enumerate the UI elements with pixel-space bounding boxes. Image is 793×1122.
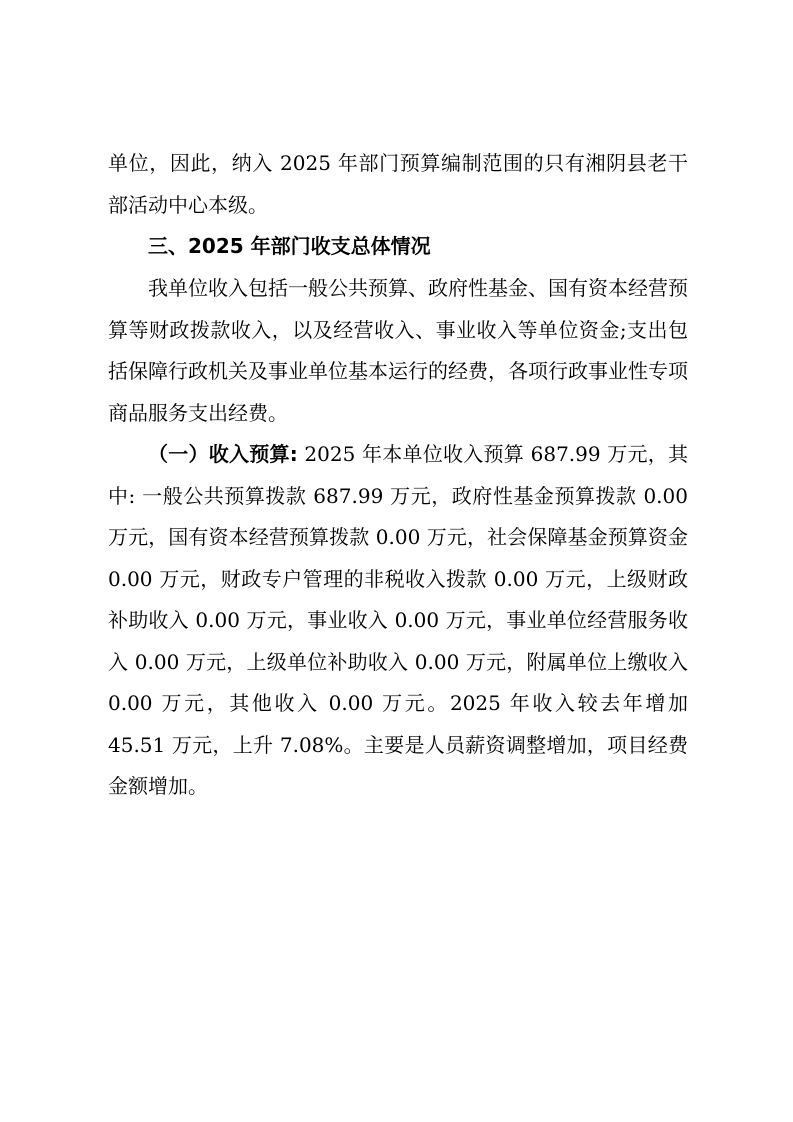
paragraph-text: 单位，因此，纳入 2025 年部门预算编制范围的只有湘阴县老干部活动中心本级。 [108,151,688,217]
continuation-paragraph [108,143,688,226]
paragraph-text: 我单位收入包括一般公共预算、政府性基金、国有资本经营预算等财政拨款收入，以及经营收入、事业收入等单位资金;支出包括保障行政机关及事业单位基本运行的经费，各项行政事业性专项商品服务支出经费。 [108,276,688,425]
section-heading-block [108,226,688,268]
overview-paragraph [108,268,688,434]
subsection-label: （一）收入预算: [148,442,298,466]
income-paragraph-text [108,434,688,808]
income-details: 2025 年本单位收入预算 687.99 万元，其中: 一般公共预算拨款 687.99 万元，政府性基金预算拨款 0.00 万元，国有资本经营预算拨款 0.00 万元，社会保障基金预算资金 0.00 万元，财政专户管理的非税收入拨款 0.00 万元，上级财政补助收入 0.00 万元，事业收入 0.00 万元，事业单位经营服务收入 0.00 万元，上级单位补助收入 0.00 万元，附属单位上缴收入 0.00 万元，其他收入 0.00 万元。2025 年收入较去年增加 45.51 万元，上升 7.08%。主要是人员薪资调整增加，项目经费金额增加。 [108,442,688,798]
income-paragraph [108,434,688,808]
section-heading: 三、2025 年部门收支总体情况 [148,234,431,258]
